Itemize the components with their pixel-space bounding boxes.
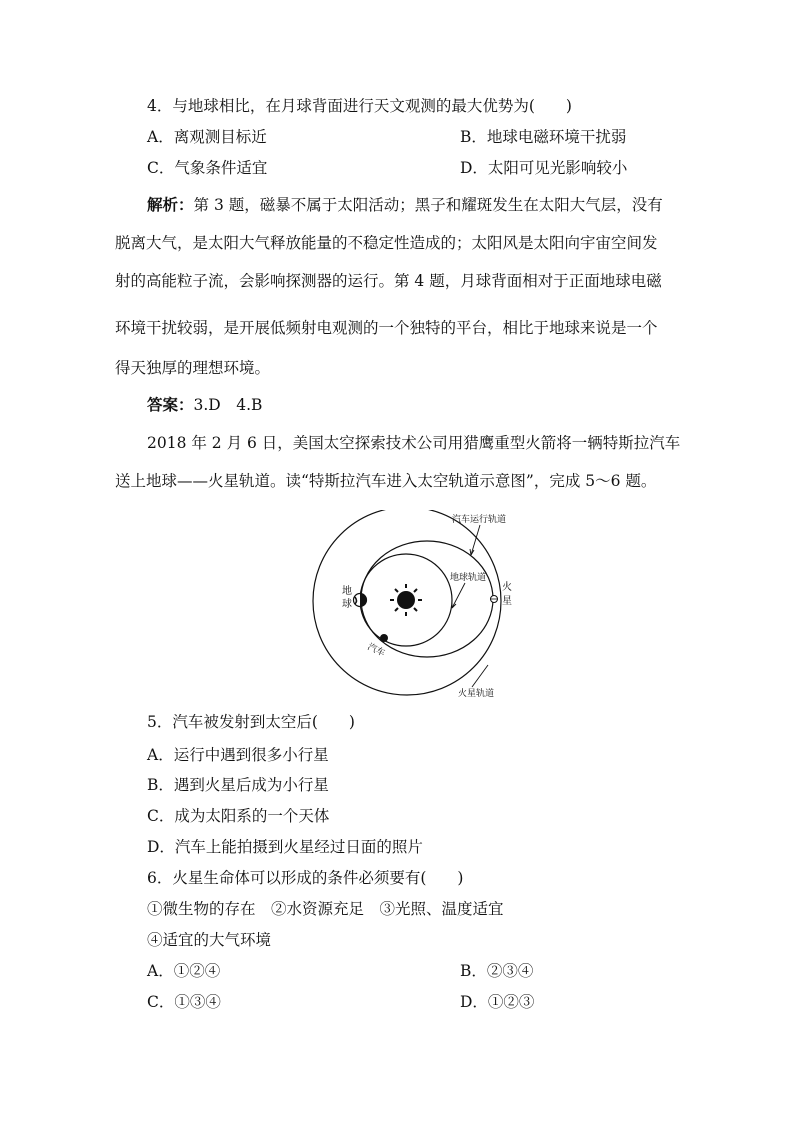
car-icon	[380, 634, 388, 642]
answer-line	[147, 396, 262, 415]
mars-label-1: 火	[502, 582, 512, 593]
analysis-line-4: 环境干扰较弱，是开展低频射电观测的一个独特的平台，相比于地球来说是一个	[115, 319, 658, 337]
question-6-option-a: A．①②④	[147, 962, 221, 980]
analysis-line-2: 脱离大气，是太阳大气释放能量的不稳定性造成的；太阳风是太阳向宇宙空间发	[115, 234, 658, 252]
question-5-option-b: B．遇到火星后成为小行星	[147, 776, 329, 794]
earth-orbit-label: 地球轨道	[450, 573, 487, 583]
intro-line-1: 2018 年 2 月 6 日，美国太空探索技术公司用猎鹰重型火箭将一辆特斯拉汽车	[147, 434, 681, 452]
earth-orbit-leader	[452, 583, 465, 608]
analysis-line-5: 得天独厚的理想环境。	[115, 359, 271, 377]
earth-label-2: 球	[342, 599, 352, 610]
tesla-orbit-diagram	[300, 510, 540, 710]
question-4-stem: 4．与地球相比，在月球背面进行天文观测的最大优势为( )	[147, 97, 572, 115]
earth-label-1: 地	[342, 586, 352, 597]
car-label: 汽车	[365, 642, 387, 659]
question-6-conditions-2: ④适宜的大气环境	[147, 931, 272, 949]
analysis-text-1: 第 3 题，磁暴不属于太阳活动；黑子和耀斑发生在太阳大气层，没有	[193, 196, 663, 214]
question-6-stem: 6．火星生命体可以形成的条件必须要有( )	[147, 869, 464, 887]
intro-line-2: 送上地球——火星轨道。读“特斯拉汽车进入太空轨道示意图”，完成 5～6 题。	[115, 472, 657, 490]
answer-label: 答案：	[147, 395, 194, 414]
question-4-option-b: B．地球电磁环境干扰弱	[460, 128, 627, 146]
question-6-option-c: C．①③④	[147, 993, 221, 1011]
mars-icon	[490, 596, 498, 603]
question-5-option-c: C．成为太阳系的一个天体	[147, 807, 330, 825]
question-4-option-a: A．离观测目标近	[147, 128, 267, 146]
question-6-conditions-1: ①微生物的存在 ②水资源充足 ③光照、温度适宜	[147, 900, 504, 918]
question-4-option-d: D．太阳可见光影响较小	[460, 159, 628, 177]
mars-orbit-leader	[472, 665, 488, 687]
earth-icon	[354, 594, 367, 607]
mars-orbit-label: 火星轨道	[458, 689, 495, 699]
question-5-option-d: D．汽车上能拍摄到火星经过日面的照片	[147, 838, 423, 856]
analysis-label: 解析：	[147, 195, 194, 214]
question-5-stem: 5．汽车被发射到太空后( )	[147, 713, 355, 731]
question-4-option-c: C．气象条件适宜	[147, 159, 268, 177]
question-6-option-b: B．②③④	[460, 962, 534, 980]
sun-icon	[390, 584, 422, 616]
mars-label-2: 星	[502, 596, 512, 607]
analysis-line-3: 射的高能粒子流，会影响探测器的运行。第 4 题，月球背面相对于正面地球电磁	[115, 272, 662, 290]
car-orbit-label: 汽车运行轨道	[452, 515, 507, 525]
question-6-option-d: D．①②③	[460, 993, 535, 1011]
answer-text: 3.D 4.B	[193, 396, 263, 414]
question-5-option-a: A．运行中遇到很多小行星	[147, 746, 329, 764]
analysis-line-1	[147, 196, 663, 215]
